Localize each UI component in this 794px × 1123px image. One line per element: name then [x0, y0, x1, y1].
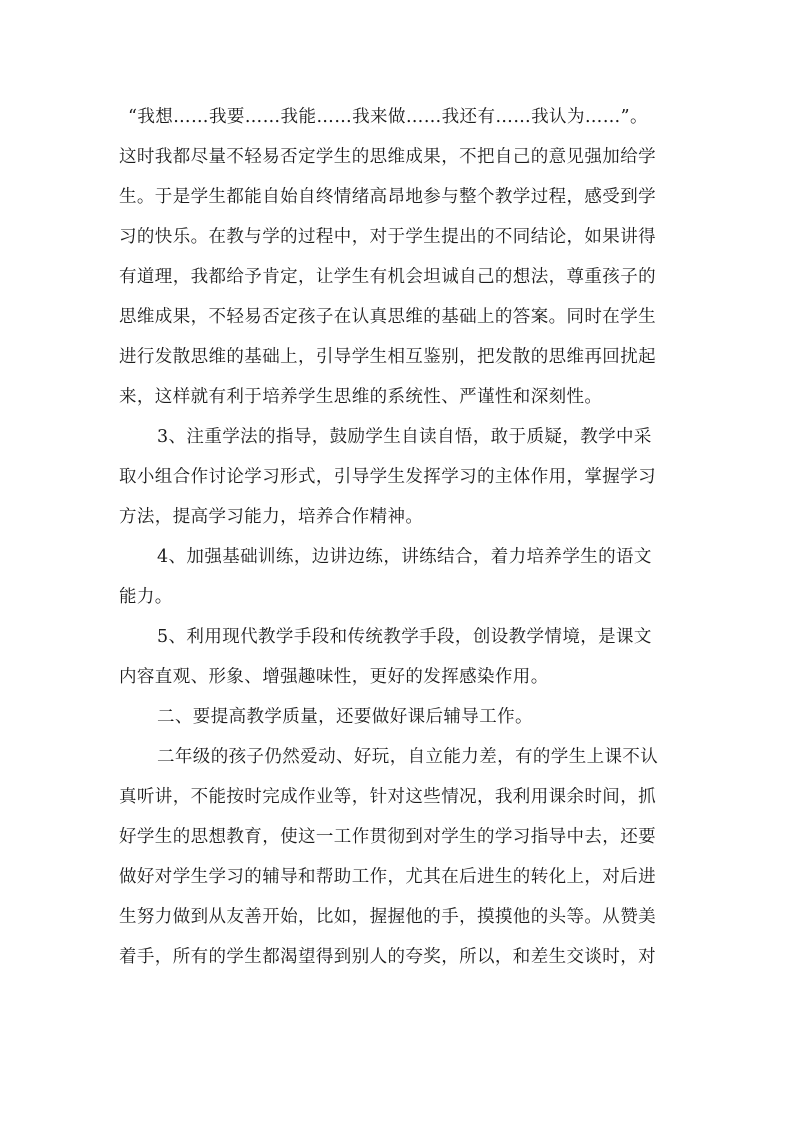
- text-line: 来，这样就有利于培养学生思维的系统性、严谨性和深刻性。: [119, 387, 603, 407]
- text-line: 内容直观、形象、增强趣味性，更好的发挥感染作用。: [119, 667, 549, 687]
- text-line: 这时我都尽量不轻易否定学生的思维成果，不把自己的意见强加给学: [119, 147, 656, 167]
- text-line: 着手，所有的学生都渴望得到别人的夸奖，所以，和差生交谈时，对: [119, 947, 656, 967]
- text-line: 思维成果，不轻易否定孩子在认真思维的基础上的答案。同时在学生: [119, 307, 656, 327]
- text-line: 真听讲，不能按时完成作业等，针对这些情况，我利用课余时间，抓: [119, 787, 656, 807]
- text-line: 方法，提高学习能力，培养合作精神。: [119, 507, 424, 527]
- text-line: 生。于是学生都能自始自终情绪高昂地参与整个教学过程，感受到学: [119, 187, 656, 207]
- section-heading: 二、要提高教学质量，还要做好课后辅导工作。: [157, 707, 533, 727]
- text-line: 习的快乐。在教与学的过程中，对于学生提出的不同结论，如果讲得: [119, 227, 656, 247]
- text-line: 有道理，我都给予肯定，让学生有机会坦诚自己的想法，尊重孩子的: [119, 267, 656, 287]
- text-line: 进行发散思维的基础上，引导学生相互鉴别，把发散的思维再回扰起: [119, 347, 656, 367]
- text-line: 能力。: [119, 587, 173, 607]
- text-line: 好学生的思想教育，使这一工作贯彻到对学生的学习指导中去，还要: [119, 827, 656, 847]
- text-line: 3、注重学法的指导，鼓励学生自读自悟，敢于质疑，教学中采: [157, 427, 652, 447]
- text-line: “我想……我要……我能……我来做……我还有……我认为……”。: [128, 107, 648, 127]
- text-line: 生努力做到从友善开始，比如，握握他的手，摸摸他的头等。从赞美: [119, 907, 656, 927]
- text-line: 取小组合作讨论学习形式，引导学生发挥学习的主体作用，掌握学习: [119, 467, 656, 487]
- text-line: 做好对学生学习的辅导和帮助工作，尤其在后进生的转化上，对后进: [119, 867, 656, 887]
- text-line: 4、加强基础训练，边讲边练，讲练结合，着力培养学生的语文: [157, 547, 652, 567]
- text-line: 二年级的孩子仍然爱动、好玩，自立能力差，有的学生上课不认: [157, 747, 659, 767]
- text-line: 5、利用现代教学手段和传统教学手段，创设教学情境，是课文: [157, 627, 652, 647]
